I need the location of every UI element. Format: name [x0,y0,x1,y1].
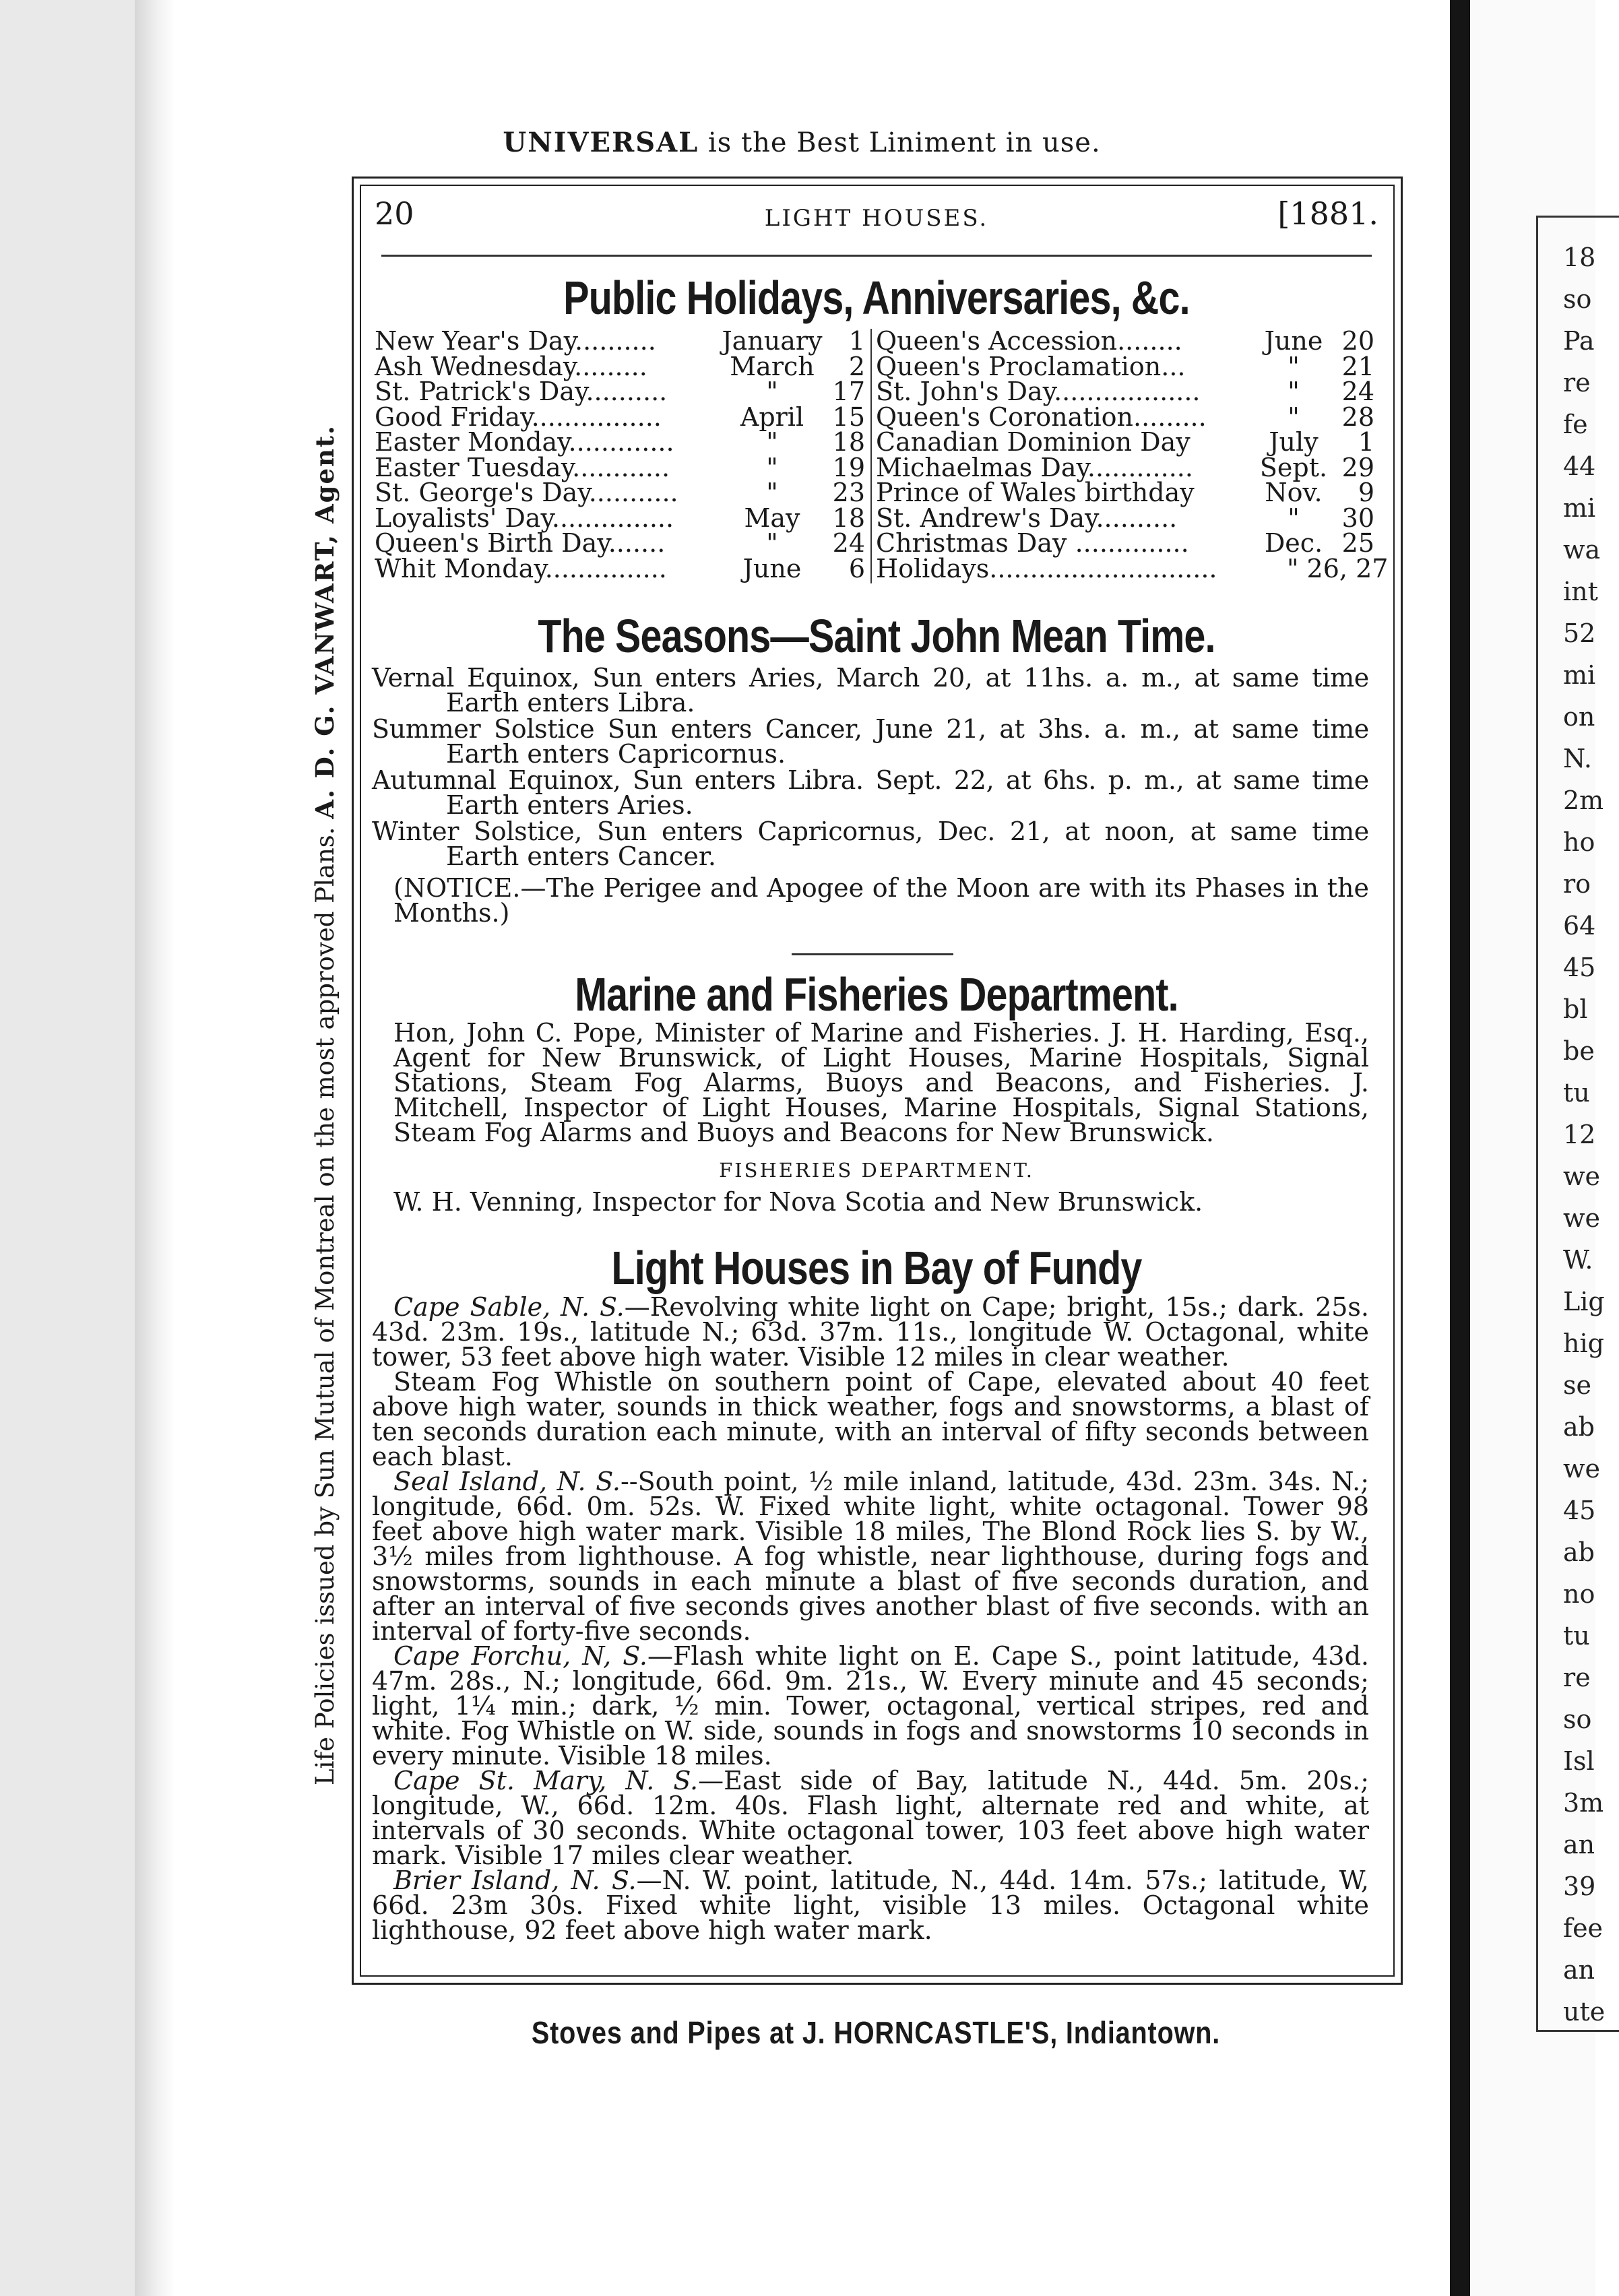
holiday-row [375,351,865,381]
holiday-day: 24 [832,528,865,558]
lighthouse-entry [372,1641,1369,1771]
holiday-row [375,553,865,583]
fisheries-body-text: W. H. Venning, Inspector for Nova Scotia and New Brunswick. [393,1187,1203,1217]
holidays-left-column [375,326,865,583]
facing-page-fragment: fe [1563,410,1588,439]
facing-page-fragment: tu [1563,1078,1590,1108]
facing-page-fragment: fee [1563,1913,1604,1943]
season-item [372,765,1369,820]
lighthouse-text: —Flash white light on E. Cape S., point latitude, 43d. 47m. 28s., N.; longitude, 66d. 9m. 21s., W. Every minute and 45 seconds; light, 1¼ min.; dark, ½ min. Tower, octagonal, vertical stripes, red and white. Fog Whistle on W. side, sounds in fogs and snowstorms 10 seconds in every minute. Visible 18 miles. [372,1641,1369,1771]
holiday-day: 19 [832,452,865,482]
facing-page-fragment: 45 [1563,953,1596,982]
holiday-day: 30 [1341,503,1374,533]
seasons-title: The Seasons—Saint John Mean Time. [538,610,1215,662]
facing-page-fragment: Pa [1563,326,1595,356]
facing-page-fragment: re [1563,368,1591,397]
lighthouse-text: --South point, ½ mile inland, latitude, 43d. 23m. 34s. N.; longitude, 66d. 0m. 52s. W. Fixed white light, white octagonal. Tower 98 feet above high water mark. Visible 18 miles, The Blond Rock lies S. by W., 3½ miles from lighthouse. A fog whistle, near lighthouse, during fogs and snowstorms, sounds in each minute a blast of five seconds duration, and after an interval of five seconds gives another blast of five seconds. with an interval of forty-five seconds. [372,1467,1369,1646]
seasons-notice [372,873,1369,928]
holiday-row [876,326,1374,356]
facing-page-fragment: 3m [1563,1788,1604,1818]
holiday-name: Prince of Wales birthday [876,478,1195,507]
facing-page-fragment: 39 [1563,1872,1596,1901]
facing-page-fragment: we [1563,1161,1601,1191]
book-edge-shadow [135,0,175,2296]
holidays-divider [870,329,872,583]
season-line-continued: Earth enters Libra. [446,688,695,718]
holiday-month: April [740,402,804,432]
facing-page-fragment: 64 [1563,911,1596,940]
holiday-month: " [1288,377,1300,406]
facing-page-fragment: W. [1563,1245,1593,1275]
holiday-day: 1 [848,326,865,356]
book-gutter [1450,0,1470,2296]
holiday-day: 29 [1341,452,1374,482]
bottom-advert: Stoves and Pipes at J. HORNCASTLE'S, Indiantown. [531,2015,1221,2050]
holiday-month: June [742,553,802,583]
facing-page-fragment: mi [1563,660,1596,690]
facing-page-fragment: bl [1563,994,1588,1024]
lighthouse-place: Cape St. Mary, N. S. [393,1766,699,1795]
holiday-row [375,480,865,506]
holiday-row [375,503,865,533]
holiday-name: New Year's Day.......... [375,326,656,356]
holiday-row [876,427,1374,457]
holiday-row [375,402,865,432]
holiday-day: 6 [848,553,865,583]
holiday-row [375,427,865,457]
facing-page-fragment: ab [1563,1412,1595,1442]
facing-page-fragment: on [1563,702,1595,732]
holiday-name: Loyalists' Day............... [375,503,674,533]
section-separator [792,953,953,955]
holiday-day: 15 [832,402,865,432]
holiday-month: January [722,326,823,356]
page-header [375,194,1378,248]
holiday-day: 21 [1341,351,1374,381]
holiday-name: Queen's Coronation......... [876,402,1207,432]
season-line: Summer Solstice Sun enters Cancer, June 21, at 3hs. a. m., at same time [372,714,1369,744]
holiday-day: 18 [832,427,865,457]
facing-page-fragment: 2m [1563,786,1604,815]
facing-page-fragment: an [1563,1830,1595,1859]
lighthouse-entry [372,1865,1369,1945]
header-rule [381,255,1372,257]
holidays-right-column [876,326,1389,583]
holiday-month: May [744,503,800,533]
holiday-name: Easter Monday............. [375,427,674,457]
facing-page-fragment: ute [1563,1997,1606,2027]
facing-page-fragment: Lig [1563,1287,1605,1316]
holiday-day: 2 [848,351,865,381]
lighthouse-entry [372,1367,1369,1471]
holiday-name: Michaelmas Day............. [876,452,1193,482]
page-number: 20 [375,195,414,232]
page-year: [1881. [1277,195,1378,232]
holidays-title: Public Holidays, Anniversaries, &c. [563,272,1190,324]
holiday-name: Ash Wednesday......... [375,351,647,381]
lighthouse-place: Brier Island, N. S. [393,1865,637,1895]
holiday-row [876,402,1374,432]
holiday-day: 20 [1341,326,1374,356]
facing-page-fragment: 18 [1563,243,1596,272]
holiday-row [375,528,865,558]
holiday-name: Whit Monday............... [375,553,667,583]
holiday-name: Easter Tuesday............ [375,452,670,482]
facing-page-fragment: so [1563,284,1592,314]
fisheries-heading: FISHERIES DEPARTMENT. [719,1159,1034,1182]
holiday-name: Queen's Accession........ [876,326,1182,356]
facing-page-fragment: se [1563,1370,1591,1400]
lighthouse-text: —Revolving white light on Cape; bright, 15s.; dark. 25s. 43d. 23m. 19s., latitude N.; 63d. 37m. 11s., longitude W. Octagonal, white tower, 53 feet above high water. Visible 12 miles in clear weather. [372,1292,1370,1372]
holiday-row [876,480,1374,506]
holiday-name: St. Patrick's Day.......... [375,377,668,406]
side-advert-text: Life Policies issued by Sun Mutual of Montreal on the most approved Plans. [311,827,340,1785]
top-advert-banner [357,127,1246,158]
holiday-row [876,503,1374,533]
facing-page-fragment: hig [1563,1329,1604,1358]
facing-page-fragment: 12 [1563,1120,1596,1149]
holiday-month: Nov. [1265,478,1323,507]
holiday-month: " [766,452,778,482]
lighthouse-text: Steam Fog Whistle on southern point of Cape, elevated about 40 feet above high water, sounds in thick weather, fogs and snowstorms, a blast of ten seconds duration each minute, with an interval of fifty seconds between each blast. [372,1367,1369,1471]
holiday-row [375,379,865,405]
facing-page-fragment: an [1563,1955,1595,1985]
holidays-table [375,326,1389,585]
facing-page-fragment: int [1563,577,1598,606]
facing-page-fragment: so [1563,1704,1592,1734]
top-advert-lead: UNIVERSAL [503,127,699,158]
facing-page-fragment: re [1563,1663,1591,1692]
lighthouse-text: —East side of Bay, latitude N., 44d. 5m. 20s.; longitude, W., 66d. 12m. 40s. Flash light, alternate red and white, at intervals of 30 seconds. White octagonal tower, 103 feet above high water mark. Visible 17 miles clear weather. [372,1766,1369,1870]
holiday-day: 24 [1341,377,1374,406]
holiday-day: 18 [832,503,865,533]
season-line-continued: Earth enters Aries. [446,790,693,820]
holiday-month: June [1264,326,1323,356]
lighthouses-title: Light Houses in Bay of Fundy [611,1242,1142,1294]
lighthouses-list [372,1292,1370,1945]
seasons-notice-text: (NOTICE.—The Perigee and Apogee of the Moon are with its Phases in the Months.) [393,873,1369,928]
facing-page-fragment: tu [1563,1621,1590,1651]
marine-body-text: Hon, John C. Pope, Minister of Marine and Fisheries. J. H. Harding, Esq., Agent for New Brunswick, of Light Houses, Marine Hospitals, Signal Stations, Steam Fog Alarms, Buoys and Beacons, and Fisheries. J. Mitchell, Inspector of Light Houses, Marine Hospitals, Signal Stations, Steam Fog Alarms and Buoys and Beacons for New Brunswick. [393,1018,1369,1147]
facing-page-fragment: mi [1563,493,1596,523]
holiday-row [876,452,1374,482]
season-line: Winter Solstice, Sun enters Capricornus, Dec. 21, at noon, at same time [372,817,1369,846]
facing-page-fragment: ho [1563,827,1595,857]
season-line-continued: Earth enters Capricornus. [446,739,786,769]
holiday-month: " [766,427,778,457]
lighthouse-entry [372,1292,1370,1372]
facing-page-fragment: Isl [1563,1746,1595,1776]
holiday-month: Sept. [1259,452,1328,482]
holiday-name: Christmas Day .............. [876,528,1189,558]
side-advert-agent: A. D. G. VANWART, Agent. [310,424,340,819]
facing-page-fragment: 44 [1563,451,1596,481]
marine-body [372,1018,1369,1147]
holiday-month: " [766,528,778,558]
holiday-row [876,351,1374,381]
holiday-row [375,326,865,356]
holiday-month: " [1288,503,1300,533]
scan-left-margin [0,0,141,2296]
holiday-name: St. John's Day.................. [876,377,1201,406]
holiday-name: St. Andrew's Day.......... [876,503,1178,533]
holiday-month: March [730,351,815,381]
running-title: LIGHT HOUSES. [764,205,989,232]
holiday-day: 1 [1358,427,1374,457]
season-item [372,663,1369,718]
facing-page-fragment: ab [1563,1537,1595,1567]
holiday-name: Holidays............................ [876,553,1217,583]
lighthouse-place: Seal Island, N. S. [393,1467,621,1496]
holiday-name: St. George's Day........... [375,478,678,507]
side-advert [310,364,350,1846]
facing-page-fragment: ro [1563,869,1591,899]
marine-title: Marine and Fisheries Department. [575,968,1178,1021]
lighthouse-entry [372,1768,1369,1868]
facing-page-fragment: no [1563,1579,1595,1609]
holiday-name: Canadian Dominion Day [876,427,1191,457]
holiday-day: 25 [1341,528,1374,558]
season-line: Vernal Equinox, Sun enters Aries, March 20, at 11hs. a. m., at same time [372,663,1369,693]
season-item [372,714,1369,769]
facing-page-fragment: wa [1563,535,1601,565]
season-line-continued: Earth enters Cancer. [446,841,716,871]
lighthouse-text: —N. W. point, latitude, N., 44d. 14m. 57s.; latitude, W, 66d. 23m 30s. Fixed white light, visible 13 miles. Octagonal white lighthouse, 92 feet above high water mark. [372,1865,1369,1945]
holiday-day: 17 [832,377,865,406]
holiday-month: Dec. [1264,528,1323,558]
seasons-list [372,663,1369,871]
lighthouse-place: Cape Sable, N. S. [393,1292,625,1322]
facing-page-fragment: we [1563,1454,1601,1484]
holiday-day: 23 [832,478,865,507]
holiday-month: " [1288,351,1300,381]
holiday-row [876,528,1374,558]
holiday-row [876,553,1389,583]
season-item [372,819,1369,869]
top-advert-rest: is the Best Liniment in use. [699,127,1101,158]
holiday-month: " [766,478,778,507]
facing-page-fragment: 52 [1563,618,1596,648]
facing-page-fragment: 45 [1563,1496,1596,1525]
holiday-month: July [1269,427,1319,457]
facing-page-fragment: be [1563,1036,1595,1066]
facing-page-fragment: N. [1563,744,1592,773]
holiday-row [375,452,865,482]
holiday-day: " 26, 27 [1287,553,1389,583]
lighthouse-entry [372,1469,1369,1644]
season-line: Autumnal Equinox, Sun enters Libra. Sept. 22, at 6hs. p. m., at same time [372,765,1369,795]
holiday-month: " [766,377,778,406]
fisheries-body [372,1187,1369,1217]
lighthouse-place: Cape Forchu, N, S. [393,1641,647,1671]
facing-page-fragment: we [1563,1203,1601,1233]
holiday-row [876,379,1374,405]
holiday-day: 28 [1341,402,1374,432]
holiday-name: Queen's Birth Day....... [375,528,666,558]
holiday-day: 9 [1358,478,1374,507]
holiday-name: Queen's Proclamation... [876,351,1186,381]
holiday-month: " [1288,402,1300,432]
holiday-name: Good Friday................ [375,402,662,432]
